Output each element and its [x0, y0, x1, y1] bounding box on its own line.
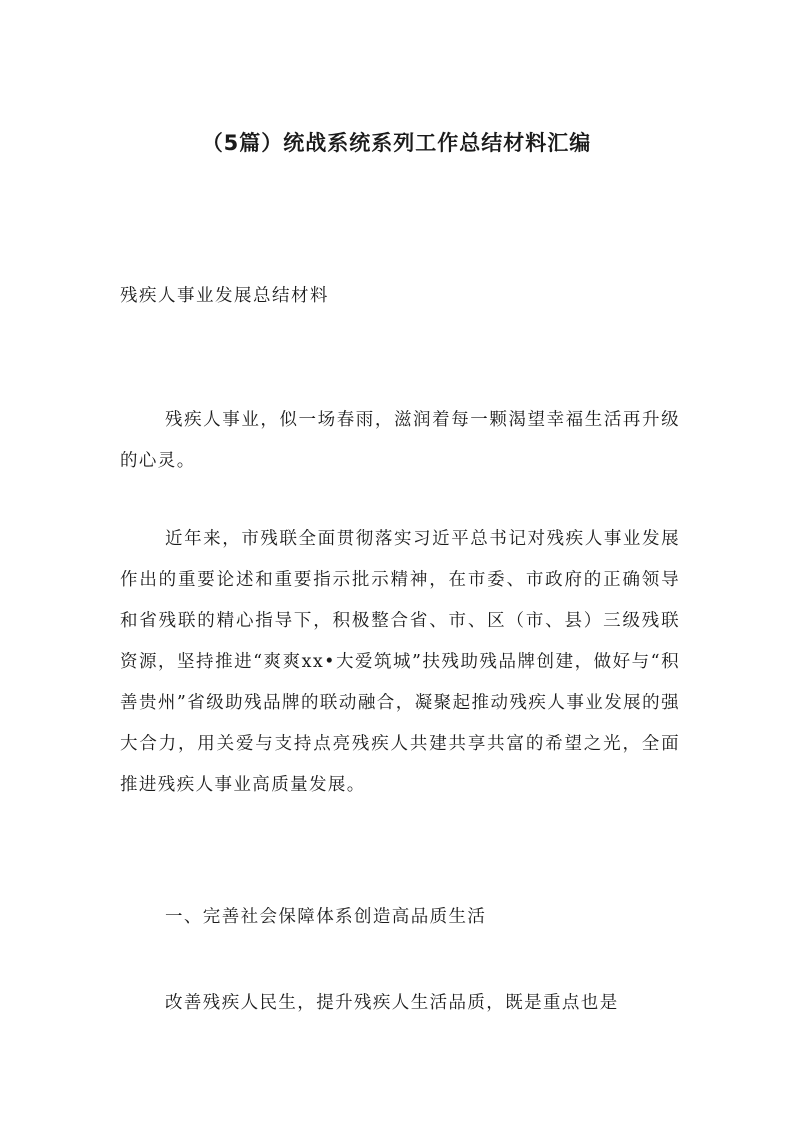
section-paragraph-1: 改善残疾人民生，提升残疾人生活品质，既是重点也是: [165, 993, 619, 1013]
section-heading-1: 一、完善社会保障体系创造高品质生活: [165, 907, 487, 927]
body-paragraph-2: 近年来，市残联全面贯彻落实习近平总书记对残疾人事业发展作出的重要论述和重要指示批示精神，在市委、市政府的正确领导和省残联的精心指导下，积极整合省、市、区（市、县）三级残联资源，坚持推进“爽爽xx•大爱筑城”扶残助残品牌创建，做好与“积善贵州”省级助残品牌的联动融合，凝聚起推动残疾人事业发展的强大合力，用关爱与支持点亮残疾人共建共享共富的希望之光，全面推进残疾人事业高质量发展。: [120, 529, 680, 795]
body-paragraph-1: 残疾人事业，似一场春雨，滋润着每一颗渴望幸福生活再升级的心灵。: [120, 410, 680, 471]
document-title: （5篇）统战系统系列工作总结材料汇编: [201, 131, 592, 155]
article-subheading: 残疾人事业发展总结材料: [120, 286, 329, 306]
